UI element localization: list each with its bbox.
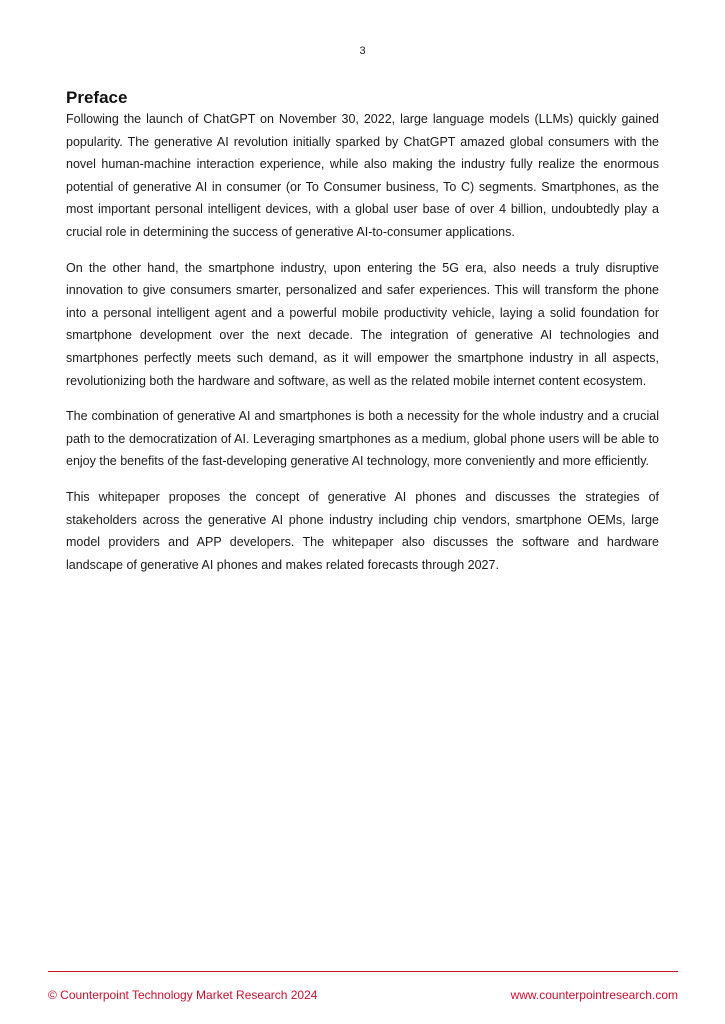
main-content xyxy=(66,88,659,589)
paragraph-2: On the other hand, the smartphone industry, upon entering the 5G era, also needs a truly disruptive innovation to give consumers smarter, personalized and safer experiences. This will transform the phone into a personal intelligent agent and a powerful mobile productivity vehicle, laying a solid foundation for smartphone development over the next decade. The integration of generative AI technologies and smartphones perfectly meets such demand, as it will empower the smartphone industry in all aspects, revolutionizing both the hardware and software, as well as the related mobile internet content ecosystem. xyxy=(66,260,659,388)
section-heading: Preface xyxy=(66,88,128,107)
paragraph-1: Following the launch of ChatGPT on November 30, 2022, large language models (LLMs) quickly gained popularity. The generative AI revolution initially sparked by ChatGPT amazed global consumers with the novel human-machine interaction experience, while also making the industry fully realize the enormous potential of generative AI in consumer (or To Consumer business, To C) segments. Smartphones, as the most important personal intelligent devices, with a global user base of over 4 billion, undoubtedly play a crucial role in determining the success of generative AI-to-consumer applications. xyxy=(66,112,659,239)
footer-divider xyxy=(48,971,678,972)
paragraph-4: This whitepaper proposes the concept of generative AI phones and discusses the strategies of stakeholders across the generative AI phone industry including chip vendors, smartphone OEMs, large model providers and APP developers. The whitepaper also discusses the software and hardware landscape of generative AI phones and makes related forecasts through 2027. xyxy=(66,489,659,572)
paragraph-3: The combination of generative AI and smartphones is both a necessity for the whole industry and a crucial path to the democratization of AI. Leveraging smartphones as a medium, global phone users will be able to enjoy the benefits of the fast-developing generative AI technology, more conveniently and more efficiently. xyxy=(66,409,659,469)
footer-website-link[interactable]: www.counterpointresearch.com xyxy=(510,988,678,1002)
footer-copyright: © Counterpoint Technology Market Research 2024 xyxy=(48,988,318,1002)
page-number: 3 xyxy=(359,45,366,57)
